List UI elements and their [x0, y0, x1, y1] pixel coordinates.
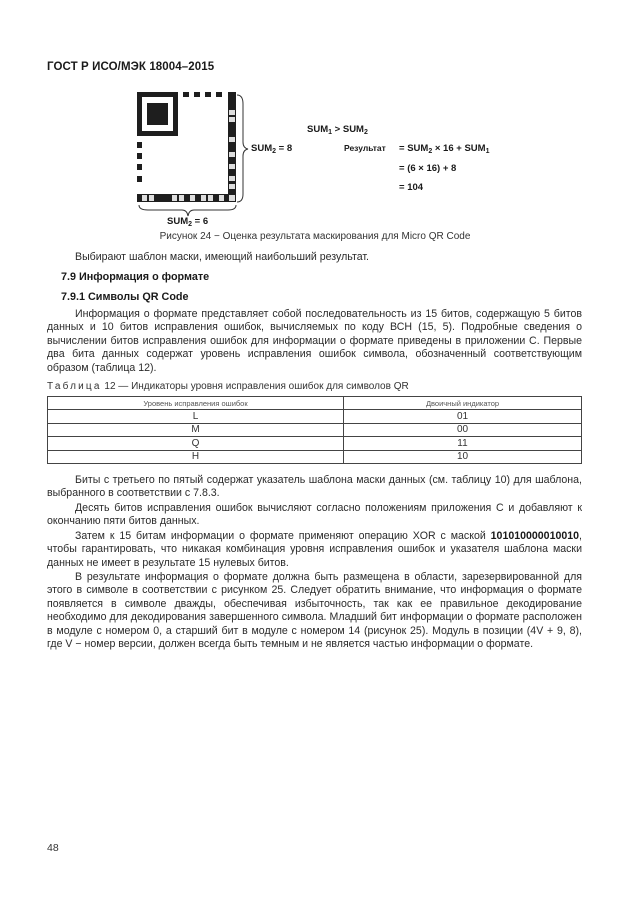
sum-bottom-label: $SUM_2 = 6$: [167, 216, 209, 228]
right-brace-icon: [236, 94, 250, 204]
paragraph-mask-bits: Биты с третьего по пятый содержат указатель шаблона маски данных (см. таблицу 10) для шаблона, выбранного в соответствии с 7.8.3.: [47, 474, 582, 500]
table-cell: M: [48, 423, 344, 437]
equation-line-2: = (6 × 16) + 8: [399, 163, 457, 174]
paragraph-xor: Затем к 15 битам информации о формате применяют операцию XOR с маской 101010000010010, чтобы гарантировать, что никакая комбинация уровня исправления ошибок и указателя шаблона маски данных не имеет в результате 15 нулевых битов.: [47, 530, 582, 569]
page-number: 48: [47, 842, 59, 854]
document-header: ГОСТ Р ИСО/МЭК 18004–2015: [47, 61, 215, 73]
sum-right-label: $SUM_2 = 8$: [251, 143, 293, 155]
table-title: Таблица 12 — Индикаторы уровня исправления ошибок для символов QR: [47, 381, 409, 392]
heading-7-9-1: 7.9.1 Символы QR Code: [61, 291, 189, 303]
sum-comparison: $SUM_1 > SUM_2$: [307, 124, 368, 136]
heading-7-9: 7.9 Информация о формате: [61, 271, 210, 283]
equation-line-1: = $SUM_2 \times 16 + SUM_1$: [399, 143, 490, 155]
table-header-cell: Уровень исправления ошибок: [48, 397, 344, 410]
table-header-row: [48, 397, 582, 410]
table-cell: 01: [344, 410, 582, 424]
table-cell: 11: [344, 437, 582, 451]
equation-line-3: = 104: [399, 182, 424, 193]
xor-mask-value: 101010000010010: [490, 530, 580, 542]
table-cell: 10: [344, 450, 582, 464]
micro-qr-symbol-diagram: [137, 92, 236, 202]
table-cell: H: [48, 450, 344, 464]
table-row: [48, 437, 582, 451]
paragraph-format-info: Информация о формате представляет собой последовательность из 15 битов, содержащую 5 битов данных и 10 битов исправления ошибок, вычисляемых по коду ВСН (15, 5). Подробные сведения о вычислении битов исправления ошибок для информации о формате приведены в приложении С. Первые два бита данных содержат уровень исправления ошибок символа, обозначенный соответствующим образом (таблица 12).: [47, 308, 582, 374]
table-row: [48, 450, 582, 464]
paragraph-result: В результате информация о формате должна быть размещена в области, зарезервированной для этого в символе в соответствии с рисунком 25. Следует обратить внимание, что информация о формате появляется в символе дважды, обеспечивая избыточность, так как ее правильное декодирование необходимо для декодирования завершенного символа. Младший бит информации о формате расположен в модуле с номером 0, а старший бит в модуле с номером 14 (рисунок 25). Модуль в позиции (4V + 9, 8), где V − номер версии, должен всегда быть темным и не является частью информации о формате.: [47, 571, 582, 651]
figure-24: [130, 88, 530, 238]
table-header-cell: Двоичный индикатор: [344, 397, 582, 410]
figure-caption: Рисунок 24 − Оценка результата маскирования для Micro QR Code: [159, 231, 471, 242]
paragraph-ten-bits: Десять битов исправления ошибок вычисляют согласно положениям приложения С и добавляют к окончанию пяти битов данных.: [47, 502, 582, 528]
table-cell: L: [48, 410, 344, 424]
table-cell: Q: [48, 437, 344, 451]
table-cell: 00: [344, 423, 582, 437]
table-row: [48, 410, 582, 424]
table-row: [48, 423, 582, 437]
result-label: Результат: [344, 143, 386, 153]
error-correction-table: [47, 396, 582, 464]
paragraph-select-mask: Выбирают шаблон маски, имеющий наибольший результат.: [75, 251, 369, 263]
